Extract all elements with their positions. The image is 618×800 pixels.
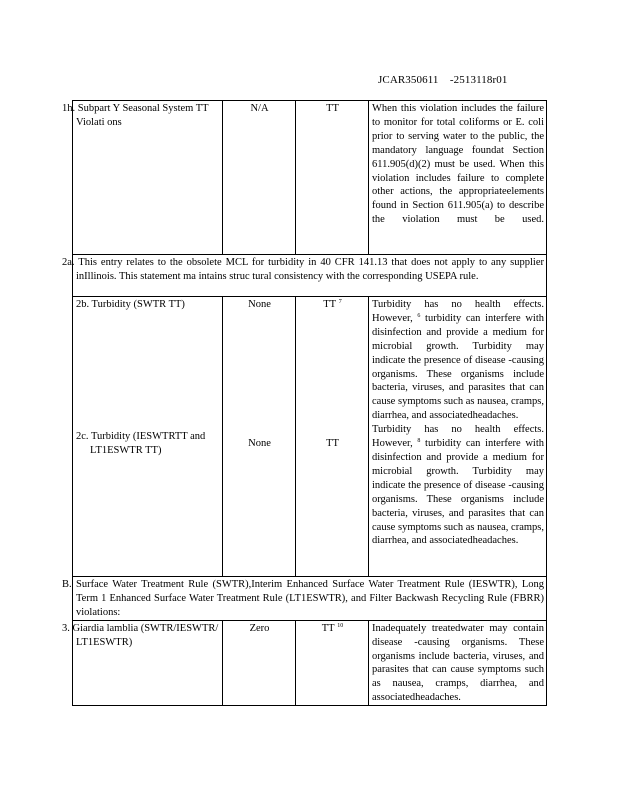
contaminant-2b: 2b. Turbidity (SWTR TT) xyxy=(76,299,185,310)
footnote-ref: 10 xyxy=(337,622,344,629)
mclg-cell xyxy=(223,297,296,577)
mclg-2c: None xyxy=(248,437,271,449)
effects-2c-post: turbidity can interfere with disinfection and provide a medium for microbial growth. Turbidity may indicate the presence of disease -causing organisms. These organisms include bacteria, viruses, and parasites that can cause symptoms such as nausea, cramps, diarrhea, and associatedheadaches. xyxy=(372,438,544,547)
document-revision: -2513118r01 xyxy=(449,74,508,86)
mclg-cell: N/A xyxy=(223,101,296,255)
contaminant-cell xyxy=(73,297,223,577)
mcl-cell xyxy=(296,620,369,705)
effects-2b xyxy=(372,298,544,423)
mcl-2b-value: TT xyxy=(323,299,337,310)
table-row-section-b xyxy=(73,577,547,621)
health-effects-cell xyxy=(369,297,547,577)
effects-2c xyxy=(372,423,544,548)
effects-2c-pre: Turbidity has no health effects. However, xyxy=(372,424,544,450)
mcl-3-value: TT xyxy=(321,622,335,634)
effects-2b-pre: Turbidity has no health effects. However, xyxy=(372,299,544,324)
mclg-cell: Zero xyxy=(223,620,296,705)
contaminant-cell: 1h. Subpart Y Seasonal System TT Violati ons xyxy=(73,101,223,255)
contaminant-2c: 2c. Turbidity (IESWTRTT and LT1ESWTR TT) xyxy=(76,430,206,456)
footnote-ref: 7 xyxy=(338,299,342,305)
contaminant-cell: 3. Giardia lamblia (SWTR/IESWTR/ LT1ESWTR) xyxy=(73,620,223,705)
table-row-2b-2c xyxy=(73,297,547,577)
document-header xyxy=(378,74,507,86)
health-effects-cell: When this violation includes the failure to monitor for total coliforms or E. coli prior to serving water to the public, the mandatory language foundat Section 611.905(d)(2) must be used. When this violation includes failure to complete other actions, the appropriateelements found in Section 611.905(a) to describe the violation must be used. xyxy=(369,101,547,255)
document-id: JCAR350611 xyxy=(378,74,439,86)
section-b-heading: B. Surface Water Treatment Rule (SWTR),Interim Enhanced Surface Water Treatment Rule (IESWTR), Long Term 1 Enhanced Surface Water Treatment Rule (LT1ESWTR), and Filter Backwash Recycling Rule (FBRR) violations: xyxy=(73,577,547,621)
mcl-2c: TT xyxy=(326,437,339,449)
table-row-2a xyxy=(73,255,547,297)
health-effects-cell: Inadequately treatedwater may contain disease -causing organisms. These organisms include bacteria, viruses, and parasites that can cause symptoms such as nausea, cramps, diarrhea, and associatedheadaches. xyxy=(369,620,547,705)
table-row-3 xyxy=(73,620,547,705)
spacer xyxy=(226,312,293,437)
spacer xyxy=(299,312,366,437)
footnote-ref: 6 xyxy=(417,312,421,319)
note-cell-2a: 2a. This entry relates to the obsolete MCL for turbidity in 40 CFR 141.13 that does not apply to any supplier inIllinois. This statement ma intains struc tural consistency with the corresponding USEPA rule. xyxy=(73,255,547,297)
mcl-2b xyxy=(299,298,366,312)
effects-2b-post: turbidity can interfere with disinfection and provide a medium for microbial growth. Turbidity may indicate the presence of disease -causing organisms. These organisms include bacteria, viruses, and parasites that can cause symptoms such as nausea, cramps, diarrhea, and associatedheadaches. xyxy=(372,312,544,422)
table-row-1h xyxy=(73,101,547,255)
spacer xyxy=(76,312,220,430)
mclg-2b: None xyxy=(248,299,271,310)
contaminant-table xyxy=(62,100,547,706)
mcl-cell xyxy=(296,297,369,577)
footnote-ref: 8 xyxy=(417,438,421,445)
mcl-cell: TT xyxy=(296,101,369,255)
